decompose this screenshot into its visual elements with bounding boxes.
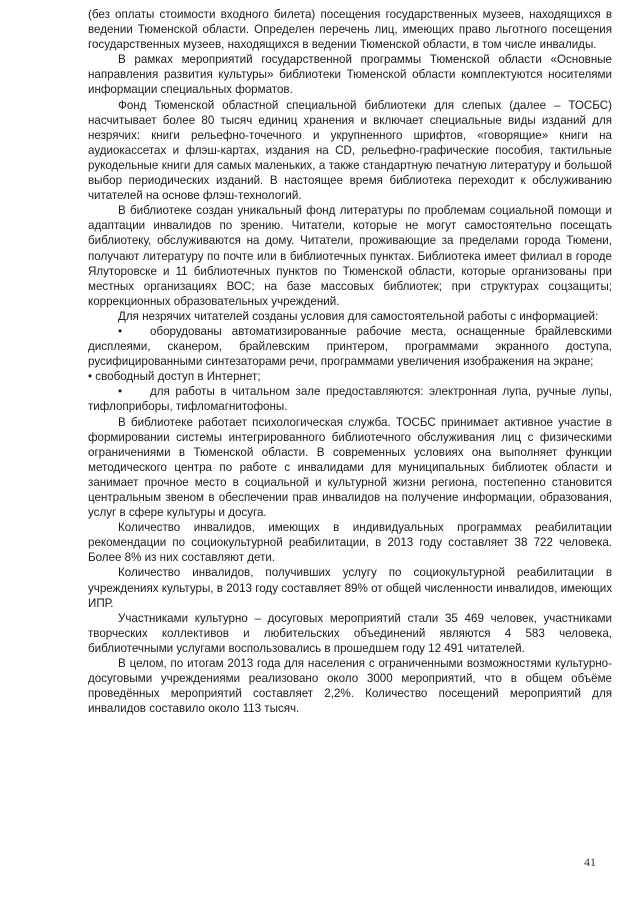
paragraph-summary: В целом, по итогам 2013 года для населения с ограниченными возможностями культурно-досуговыми учреждениями реализовано около 3000 мероприятий, что в общем объёме проведённых мероприятий составляет 2,2%. Количество посещений мероприятий для инвалидов составило около 113 тысяч. xyxy=(88,657,612,716)
paragraph-participants: Участниками культурно – досуговых мероприятий стали 35 469 человек, участниками творческих коллективов и любительских объединений являются 4 583 человека, библиотечными услугами воспользовались в прошедшем году 12 491 читателей. xyxy=(88,611,612,655)
paragraph-fund: Фонд Тюменской областной специальной библиотеки для слепых (далее – ТОСБС) насчитывает более 80 тысяч единиц хранения и включает специальные виды изданий для незрячих: книги рельефно-точечного и укрупненного шрифтов, «говорящие» книги на аудиокассетах и флэш-картах, издания на CD, рельефно-графические пособия, тактильные рукодельные книги для самых маленьких, а также стандартную печатную литературу и большой выбор периодических изданий. В настоящее время библиотека переходит к обслуживанию читателей на основе флэш-технологий. xyxy=(88,98,612,203)
paragraph-rehab-share: Количество инвалидов, получивших услугу по социокультурной реабилитации в учреждениях культуры, в 2013 году составляет 89% от общей численности инвалидов, имеющих ИПР. xyxy=(88,566,612,610)
bullet-mark: • xyxy=(118,385,123,399)
page-number: 41 xyxy=(584,855,596,869)
bullet-mark: • xyxy=(118,324,123,338)
bullet-mark: • xyxy=(88,370,93,384)
bullet-text: оборудованы автоматизированные рабочие места, оснащенные брайлевскими дисплеями, сканером, брайлевским принтером, программами экранного доступа, русифицированными синтезаторами речи, программами увеличения изображения на экране; xyxy=(88,324,612,369)
bullet-text: для работы в читальном зале предоставляются: электронная лупа, ручные лупы, тифлоприборы, тифломагнитофоны. xyxy=(88,385,612,414)
paragraph-program: В рамках мероприятий государственной программы Тюменской области «Основные направления развития культуры» библиотеки Тюменской области комплектуются носителями информации специальных форматов. xyxy=(88,53,612,97)
paragraph-unique-fund: В библиотеке создан уникальный фонд литературы по проблемам социальной помощи и адаптации инвалидов по зрению. Читатели, которые не могут самостоятельно посещать библиотеку, обслуживаются на дому. Читатели, проживающие за пределами города Тюмени, получают литературу по почте или в библиотечных пунктах. Библиотека имеет филиал в городе Ялуторовске и 11 библиотечных пунктов по Тюменской области, которые организованы при местных организациях ВОС; на базе массовых библиотек; при структурах соцзащиты; коррекционных образовательных учреждений. xyxy=(88,204,612,308)
bullet-text: свободный доступ в Интернет; xyxy=(95,370,261,384)
bullet-item-workstations xyxy=(88,324,612,369)
paragraph-conditions: Для незрячих читателей созданы условия для самостоятельной работы с информацией: xyxy=(118,309,599,323)
paragraph-ipr-count: Количество инвалидов, имеющих в индивидуальных программах реабилитации рекомендации по социокультурной реабилитации, в 2013 году составляет 38 722 человека. Более 8% из них составляют дети. xyxy=(88,521,612,565)
paragraph-psych-service: В библиотеке работает психологическая служба. ТОСБС принимает активное участие в формировании системы интегрированного библиотечного обслуживания лиц с физическими ограничениями в Тюменской области. В современных условиях она выполняет функции методического центра по работе с инвалидами для муниципальных библиотек области и занимает прочное место в социальной и культурной жизни региона, постепенно становится центральным звеном в обеспечении прав инвалидов на получение информации, образования, услуг в сфере культуры и досуга. xyxy=(88,415,612,520)
bullet-item-reading-room xyxy=(88,384,612,414)
bullet-item-internet xyxy=(88,369,612,384)
paragraph-museums: (без оплаты стоимости входного билета) посещения государственных музеев, находящихся в ведении Тюменской области. Определен перечень лиц, имеющих право льготного посещения государственных музеев, находящихся в ведении Тюменской области, в том числе инвалиды. xyxy=(88,8,612,52)
